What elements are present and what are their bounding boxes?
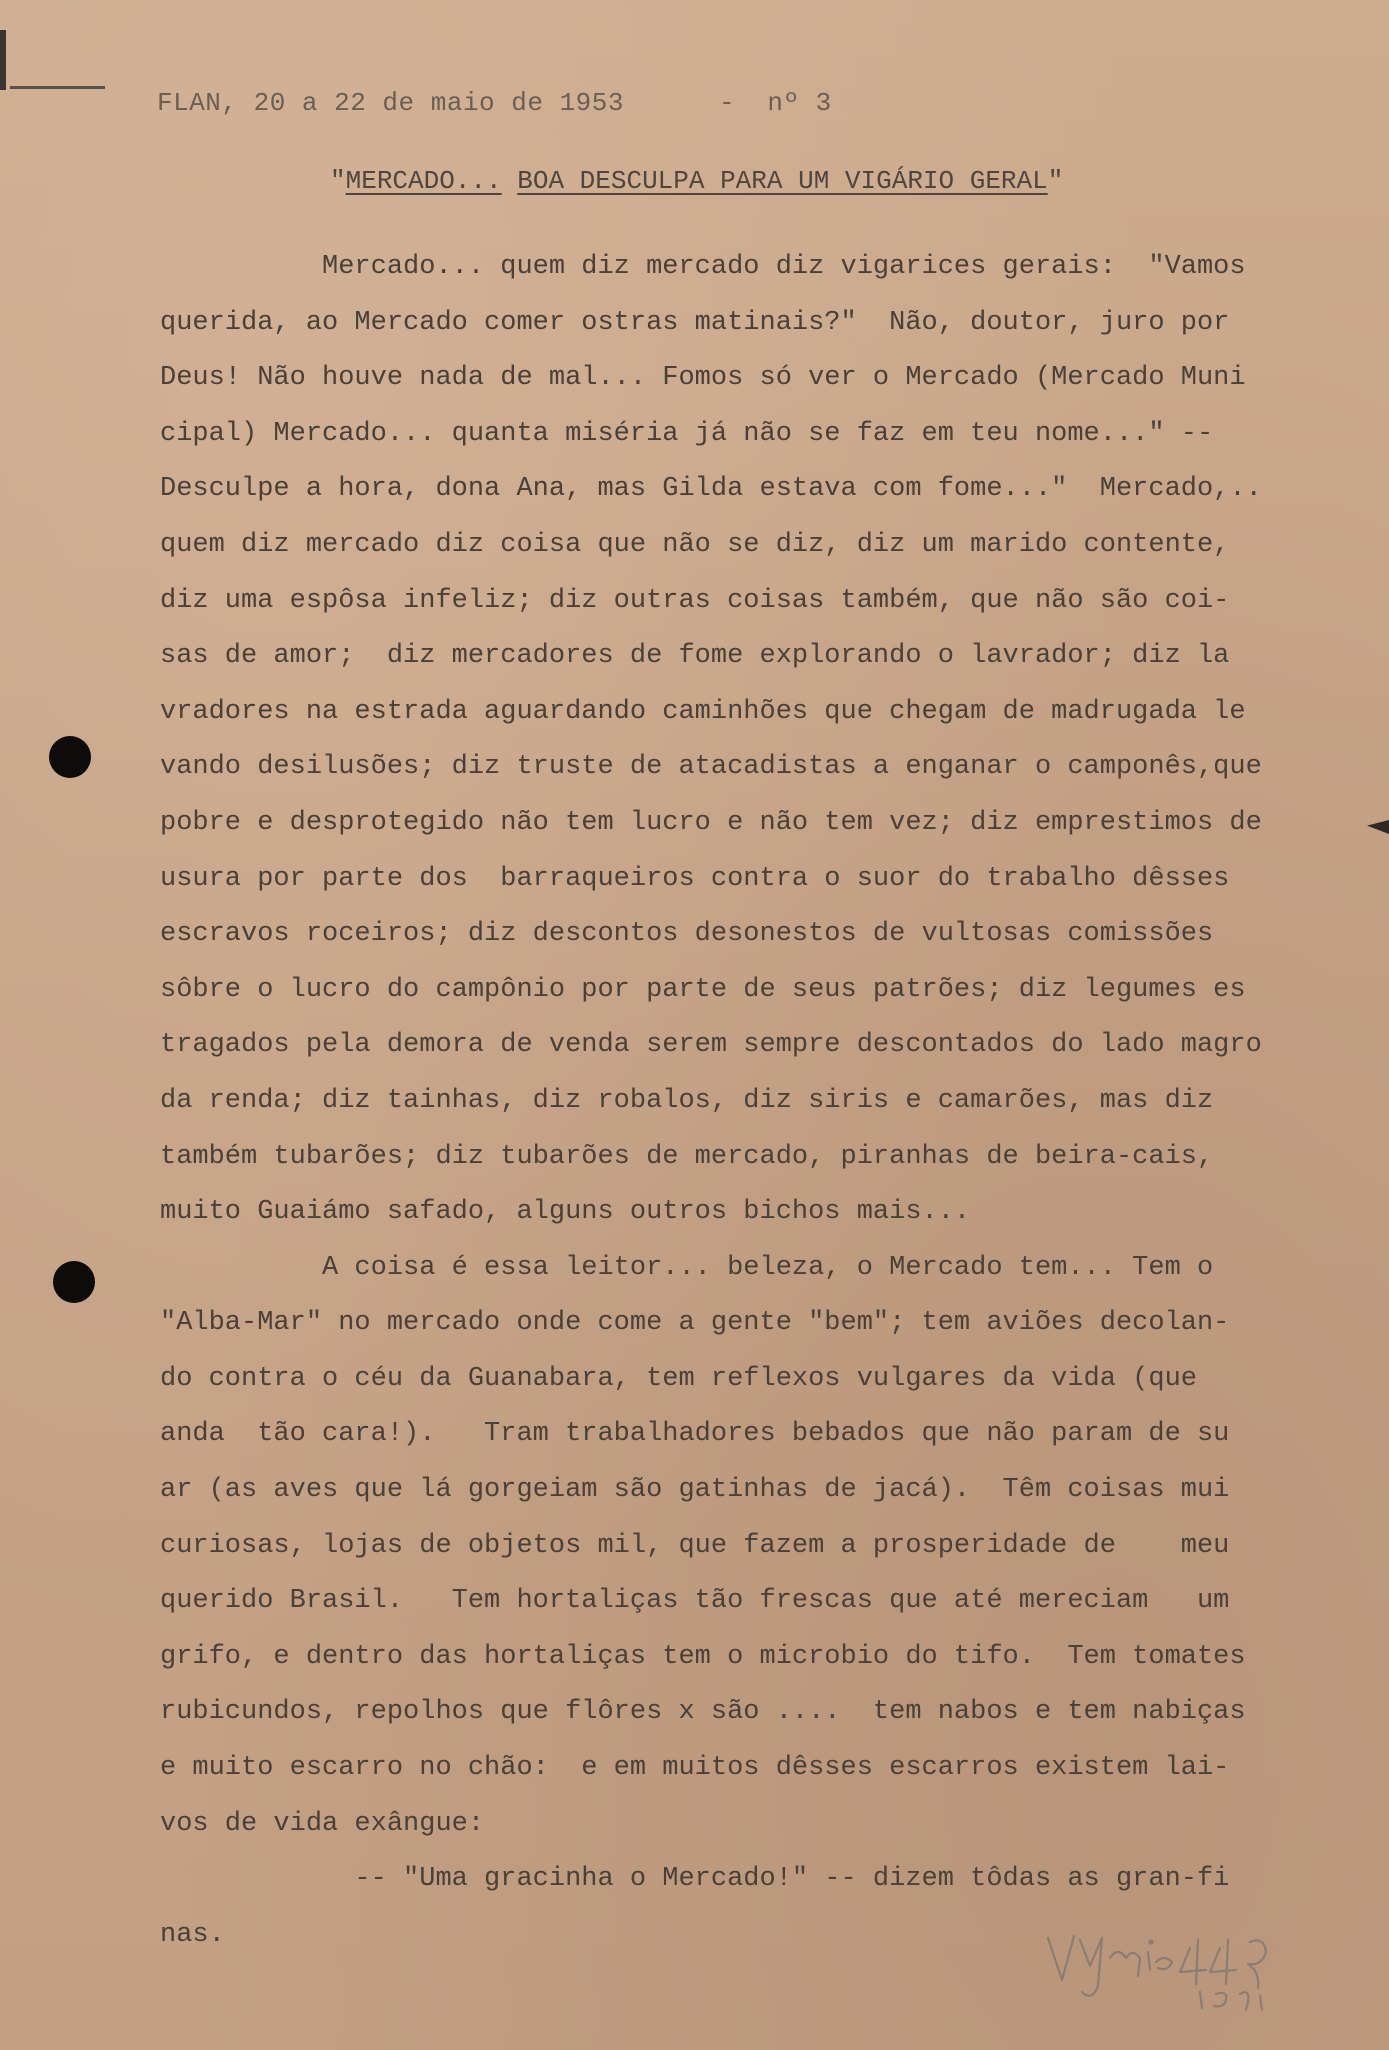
header-separator: - bbox=[718, 88, 736, 118]
text-line: diz uma espôsa infeliz; diz outras coisas também, que não são coi- bbox=[160, 585, 1230, 616]
text-line: sas de amor; diz mercadores de fome explorando o lavrador; diz la bbox=[160, 641, 1230, 672]
punch-hole-top bbox=[49, 736, 91, 778]
text-line: e muito escarro no chão: e em muitos dêsses escarros existem lai- bbox=[160, 1753, 1230, 1784]
text-line: Deus! Não houve nada de mal... Fomos só ver o Mercado (Mercado Muni bbox=[160, 363, 1246, 394]
text-line: Desculpe a hora, dona Ana, mas Gilda estava com fome..." Mercado,.. bbox=[160, 474, 1262, 505]
title-open-quote: " bbox=[330, 166, 346, 196]
text-line: tragados pela demora de venda serem sempre descontados do lado magro bbox=[160, 1030, 1262, 1061]
document-header bbox=[157, 88, 832, 118]
text-line: nas. bbox=[160, 1919, 225, 1950]
text-line: vradores na estrada aguardando caminhões que chegam de madrugada le bbox=[160, 696, 1246, 727]
paper-nick bbox=[1367, 820, 1389, 834]
edge-dash bbox=[10, 86, 105, 89]
text-line: vando desilusões; diz truste de atacadistas a enganar o camponês,que bbox=[160, 752, 1262, 783]
text-line: querida, ao Mercado comer ostras matinais?" Não, doutor, juro por bbox=[160, 307, 1230, 338]
text-line: usura por parte dos barraqueiros contra o suor do trabalho dêsses bbox=[160, 863, 1230, 894]
title-part-1: MERCADO... bbox=[345, 166, 502, 196]
text-line: curiosas, lojas de objetos mil, que fazem a prosperidade de meu bbox=[160, 1530, 1230, 1561]
text-line: anda tão cara!). Tram trabalhadores bebados que não param de su bbox=[160, 1419, 1230, 1450]
text-line: rubicundos, repolhos que flôres x são .... tem nabos e tem nabiças bbox=[160, 1697, 1246, 1728]
punch-hole-bottom bbox=[53, 1261, 95, 1303]
text-line: -- "Uma gracinha o Mercado!" -- dizem tôdas as gran-fi bbox=[160, 1864, 1230, 1895]
handwritten-signature bbox=[1040, 1918, 1300, 2013]
text-line: pobre e desprotegido não tem lucro e não tem vez; diz emprestimos de bbox=[160, 807, 1262, 838]
text-line: vos de vida exângue: bbox=[160, 1808, 485, 1839]
text-line: ar (as aves que lá gorgeiam são gatinhas de jacá). Têm coisas mui bbox=[160, 1475, 1230, 1506]
edge-mark bbox=[0, 30, 6, 90]
body-text bbox=[160, 240, 1320, 1963]
text-line: sôbre o lucro do campônio por parte de seus patrões; diz legumes es bbox=[160, 974, 1246, 1005]
header-place-date: FLAN, 20 a 22 de maio de 1953 bbox=[157, 88, 624, 118]
document-title bbox=[330, 166, 1063, 196]
text-line: muito Guaiámo safado, alguns outros bichos mais... bbox=[160, 1197, 971, 1228]
text-line: "Alba-Mar" no mercado onde come a gente "bem"; tem aviões decolan- bbox=[160, 1308, 1230, 1339]
text-line: também tubarões; diz tubarões de mercado, piranhas de beira-cais, bbox=[160, 1141, 1214, 1172]
text-line: da renda; diz tainhas, diz robalos, diz siris e camarões, mas diz bbox=[160, 1085, 1214, 1116]
header-issue: nº 3 bbox=[767, 88, 832, 118]
text-line: escravos roceiros; diz descontos desonestos de vultosas comissões bbox=[160, 919, 1214, 950]
text-line: quem diz mercado diz coisa que não se diz, diz um marido contente, bbox=[160, 529, 1230, 560]
text-line: querido Brasil. Tem hortaliças tão frescas que até mereciam um bbox=[160, 1586, 1230, 1617]
title-part-2: BOA DESCULPA PARA UM VIGÁRIO GERAL bbox=[517, 166, 1048, 196]
text-line: do contra o céu da Guanabara, tem reflexos vulgares da vida (que bbox=[160, 1363, 1197, 1394]
text-line: A coisa é essa leitor... beleza, o Mercado tem... Tem o bbox=[160, 1252, 1214, 1283]
text-line: Mercado... quem diz mercado diz vigarices gerais: "Vamos bbox=[160, 252, 1246, 282]
text-line: grifo, e dentro das hortaliças tem o microbio do tifo. Tem tomates bbox=[160, 1641, 1246, 1672]
text-line: cipal) Mercado... quanta miséria já não se faz em teu nome..." -- bbox=[160, 418, 1214, 449]
title-close-quote: " bbox=[1047, 166, 1064, 196]
